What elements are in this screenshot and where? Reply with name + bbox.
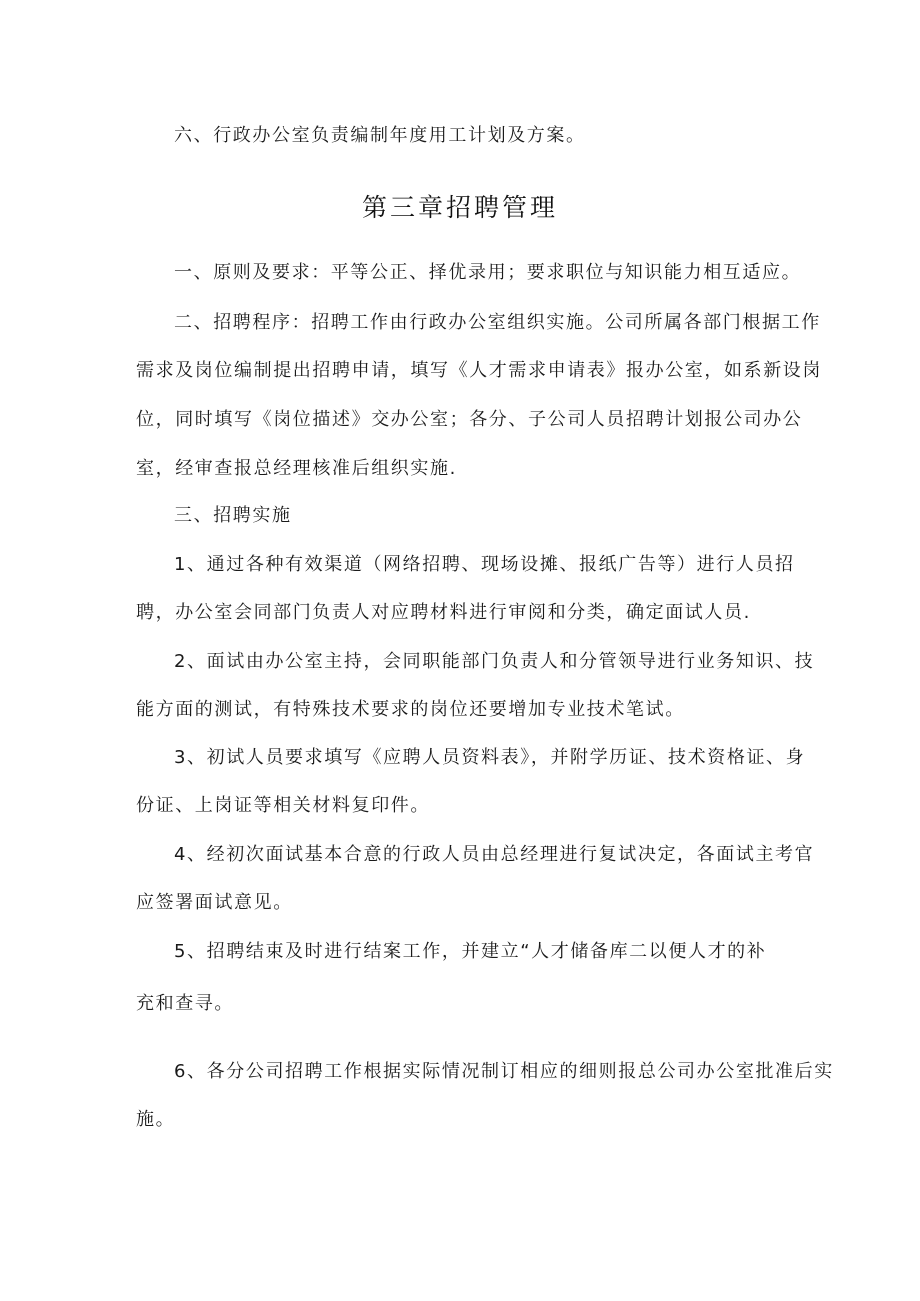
paragraph-procedure-line: 二、招聘程序：招聘工作由行政办公室组织实施。公司所属各部门根据工作 (174, 312, 821, 333)
item-6-line: 施。 (136, 1109, 176, 1130)
item-2-line: 2、面试由办公室主持，会同职能部门负责人和分管领导进行业务知识、技 (174, 651, 815, 672)
section-heading-implementation: 三、招聘实施 (174, 505, 292, 526)
item-6-line: 6、各分公司招聘工作根据实际情况制订相应的细则报总公司办公室批准后实 (174, 1061, 834, 1082)
item-3-line: 3、初试人员要求填写《应聘人员资料表》，并附学历证、技术资格证、身 (174, 747, 806, 768)
item-4-line: 4、经初次面试基本合意的行政人员由总经理进行复试决定，各面试主考官 (174, 844, 815, 865)
item-1-line: 聘，办公室会同部门负责人对应聘材料进行审阅和分类，确定面试人员. (136, 602, 751, 623)
intro-line: 六、行政办公室负责编制年度用工计划及方案。 (174, 125, 586, 146)
item-3-line: 份证、上岗证等相关材料复印件。 (136, 795, 430, 816)
item-2-line: 能方面的测试，有特殊技术要求的岗位还要增加专业技术笔试。 (136, 699, 685, 720)
item-5-line: 充和查寻。 (136, 993, 234, 1014)
item-1-line: 1、通过各种有效渠道（网络招聘、现场设摊、报纸广告等）进行人员招 (174, 554, 795, 575)
paragraph-procedure-line: 位，同时填写《岗位描述》交办公室；各分、子公司人员招聘计划报公司办公 (136, 409, 803, 430)
chapter-title: 第三章招聘管理 (361, 193, 558, 222)
paragraph-procedure-line: 需求及岗位编制提出招聘申请，填写《人才需求申请表》报办公室，如系新设岗 (136, 360, 822, 381)
item-4-line: 应签署面试意见。 (136, 892, 293, 913)
item-5-line: 5、招聘结束及时进行结案工作，并建立“人才储备库二以便人才的补 (174, 941, 767, 962)
paragraph-principles: 一、原则及要求：平等公正、择优录用；要求职位与知识能力相互适应。 (174, 262, 802, 283)
paragraph-procedure-line: 室，经审查报总经理核准后组织实施. (136, 458, 457, 479)
